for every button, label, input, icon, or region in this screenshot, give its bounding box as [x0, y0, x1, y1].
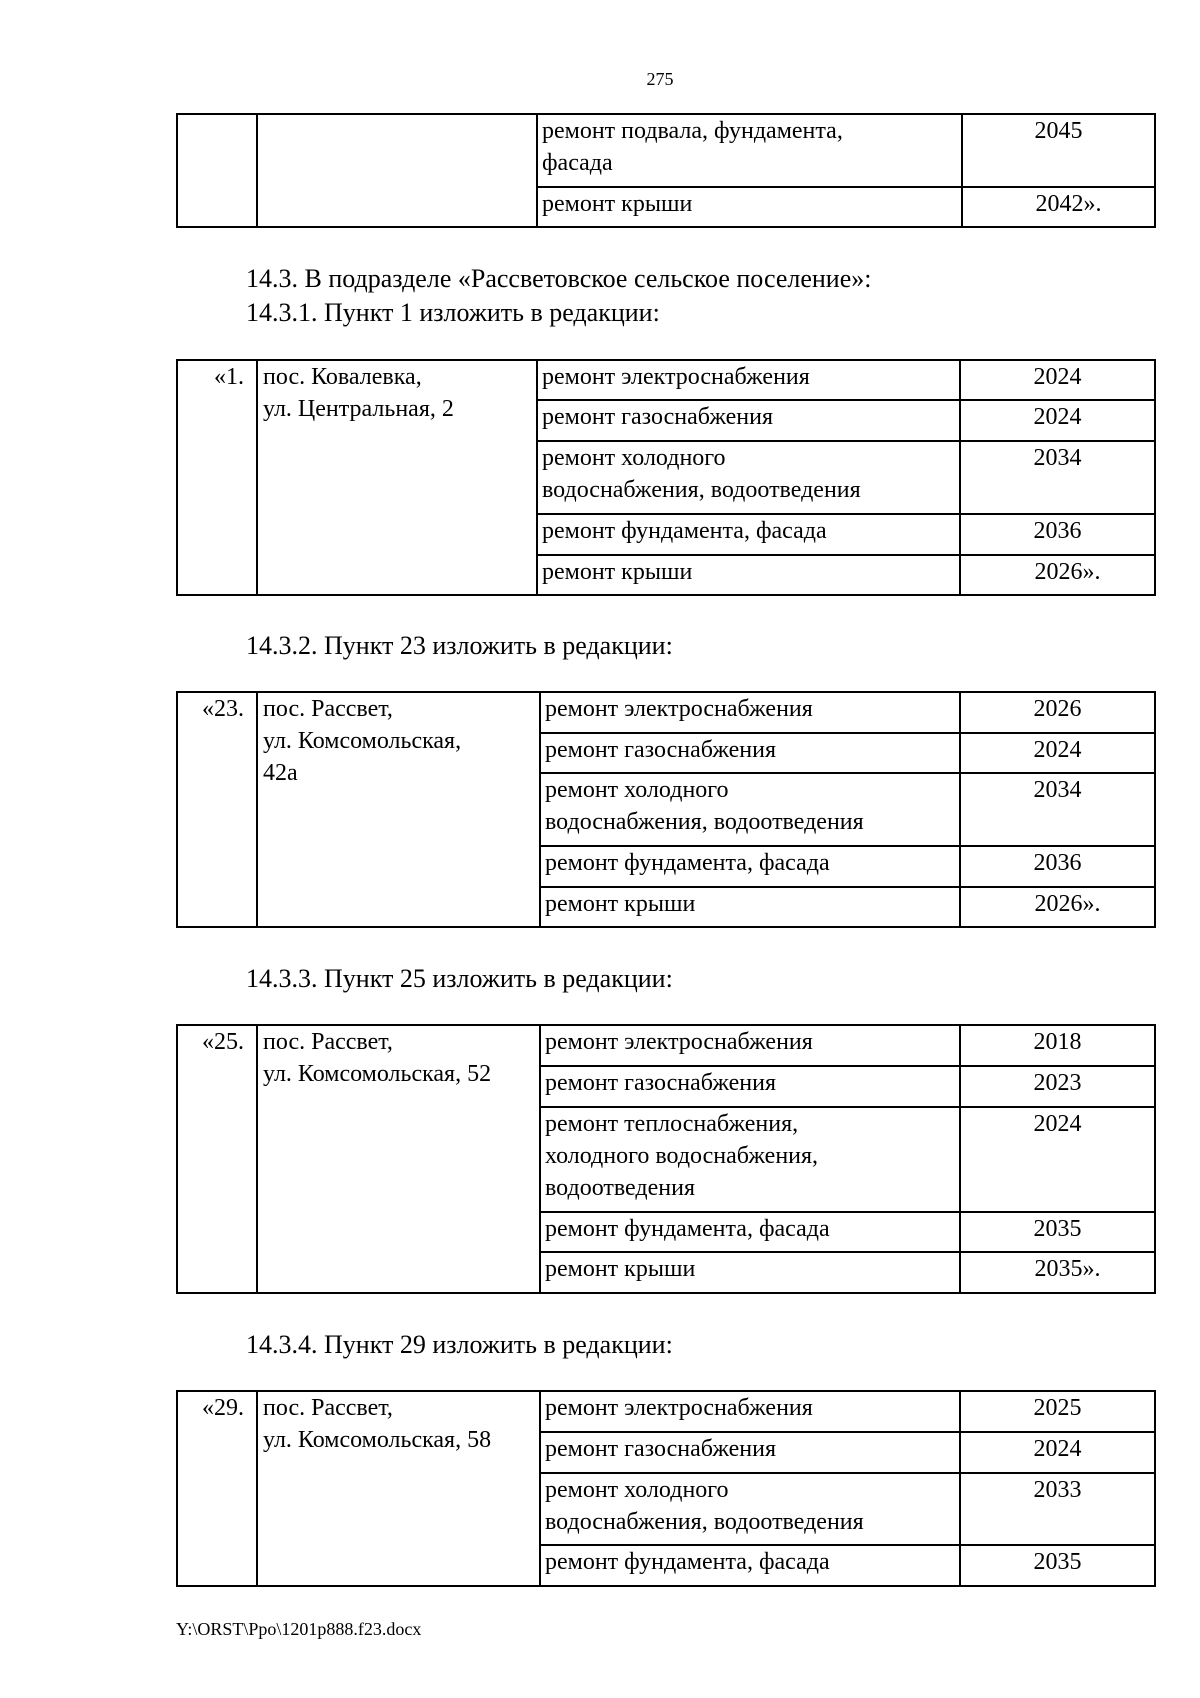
year-cell: 2026».	[960, 887, 1155, 927]
year-cell: 2018	[960, 1025, 1155, 1066]
item-table-29	[176, 1390, 1156, 1587]
year-cell: 2033	[960, 1473, 1155, 1545]
work-cell: ремонт крыши	[537, 187, 962, 227]
year-cell: 2034	[960, 441, 1155, 514]
item-number: «23.	[177, 692, 257, 927]
year-cell: 2024	[960, 400, 1155, 441]
work-cell: ремонт газоснабжения	[540, 1066, 960, 1107]
instruction-heading: 14.3.4. Пункт 29 изложить в редакции:	[246, 1330, 673, 1359]
item-number: «29.	[177, 1391, 257, 1586]
item-table-23	[176, 691, 1156, 928]
year-cell: 2026».	[960, 555, 1155, 595]
work-cell: ремонт фундамента, фасада	[537, 514, 960, 555]
work-cell: ремонт холодного водоснабжения, водоотведения	[540, 773, 960, 846]
year-cell: 2036	[960, 846, 1155, 887]
work-cell: ремонт фундамента, фасада	[540, 1212, 960, 1252]
work-cell: ремонт электроснабжения	[540, 1391, 960, 1432]
table-row	[177, 1025, 1155, 1066]
work-cell: ремонт холодного водоснабжения, водоотведения	[540, 1473, 960, 1545]
work-cell: ремонт теплоснабжения, холодного водоснабжения, водоотведения	[540, 1107, 960, 1212]
address-cell: пос. Рассвет, ул. Комсомольская, 42а	[257, 692, 540, 927]
address-cell: пос. Рассвет, ул. Комсомольская, 58	[257, 1391, 540, 1586]
year-cell: 2026	[960, 692, 1155, 733]
year-cell: 2024	[960, 733, 1155, 773]
work-cell: ремонт газоснабжения	[537, 400, 960, 441]
year-cell: 2024	[960, 360, 1155, 400]
year-cell: 2036	[960, 514, 1155, 555]
year-cell: 2024	[960, 1107, 1155, 1212]
work-cell: ремонт электроснабжения	[540, 1025, 960, 1066]
table-row	[177, 360, 1155, 400]
year-cell: 2023	[960, 1066, 1155, 1107]
address-cell	[257, 114, 537, 227]
work-cell: ремонт электроснабжения	[540, 692, 960, 733]
year-cell: 2035	[960, 1212, 1155, 1252]
continuation-table	[176, 113, 1156, 228]
instruction-heading: 14.3.1. Пункт 1 изложить в редакции:	[246, 298, 660, 327]
work-cell: ремонт крыши	[540, 1252, 960, 1293]
num-cell	[177, 114, 257, 227]
item-table-1	[176, 359, 1156, 596]
year-cell: 2035».	[960, 1252, 1155, 1293]
address-cell: пос. Рассвет, ул. Комсомольская, 52	[257, 1025, 540, 1293]
year-cell: 2045	[962, 114, 1155, 187]
instruction-heading: 14.3.3. Пункт 25 изложить в редакции:	[246, 964, 673, 993]
year-cell: 2024	[960, 1432, 1155, 1473]
item-number: «25.	[177, 1025, 257, 1293]
page-number: 275	[646, 69, 674, 89]
work-cell: ремонт фундамента, фасада	[540, 1545, 960, 1586]
instruction-heading: 14.3.2. Пункт 23 изложить в редакции:	[246, 631, 673, 660]
work-cell: ремонт электроснабжения	[537, 360, 960, 400]
year-cell: 2042».	[962, 187, 1155, 227]
year-cell: 2034	[960, 773, 1155, 846]
table-row	[177, 692, 1155, 733]
work-cell: ремонт крыши	[540, 887, 960, 927]
year-cell: 2035	[960, 1545, 1155, 1586]
footer-file-path: Y:\ORST\Ppo\1201p888.f23.docx	[176, 1619, 422, 1639]
work-cell: ремонт холодного водоснабжения, водоотведения	[537, 441, 960, 514]
address-cell: пос. Ковалевка, ул. Центральная, 2	[257, 360, 537, 595]
section-heading: 14.3. В подразделе «Рассветовское сельское поселение»:	[246, 264, 872, 293]
work-cell: ремонт фундамента, фасада	[540, 846, 960, 887]
year-cell: 2025	[960, 1391, 1155, 1432]
table-row	[177, 114, 1155, 187]
work-cell: ремонт газоснабжения	[540, 733, 960, 773]
table-row	[177, 1391, 1155, 1432]
item-table-25	[176, 1024, 1156, 1294]
work-cell: ремонт крыши	[537, 555, 960, 595]
work-cell: ремонт подвала, фундамента, фасада	[537, 114, 962, 187]
work-cell: ремонт газоснабжения	[540, 1432, 960, 1473]
item-number: «1.	[177, 360, 257, 595]
